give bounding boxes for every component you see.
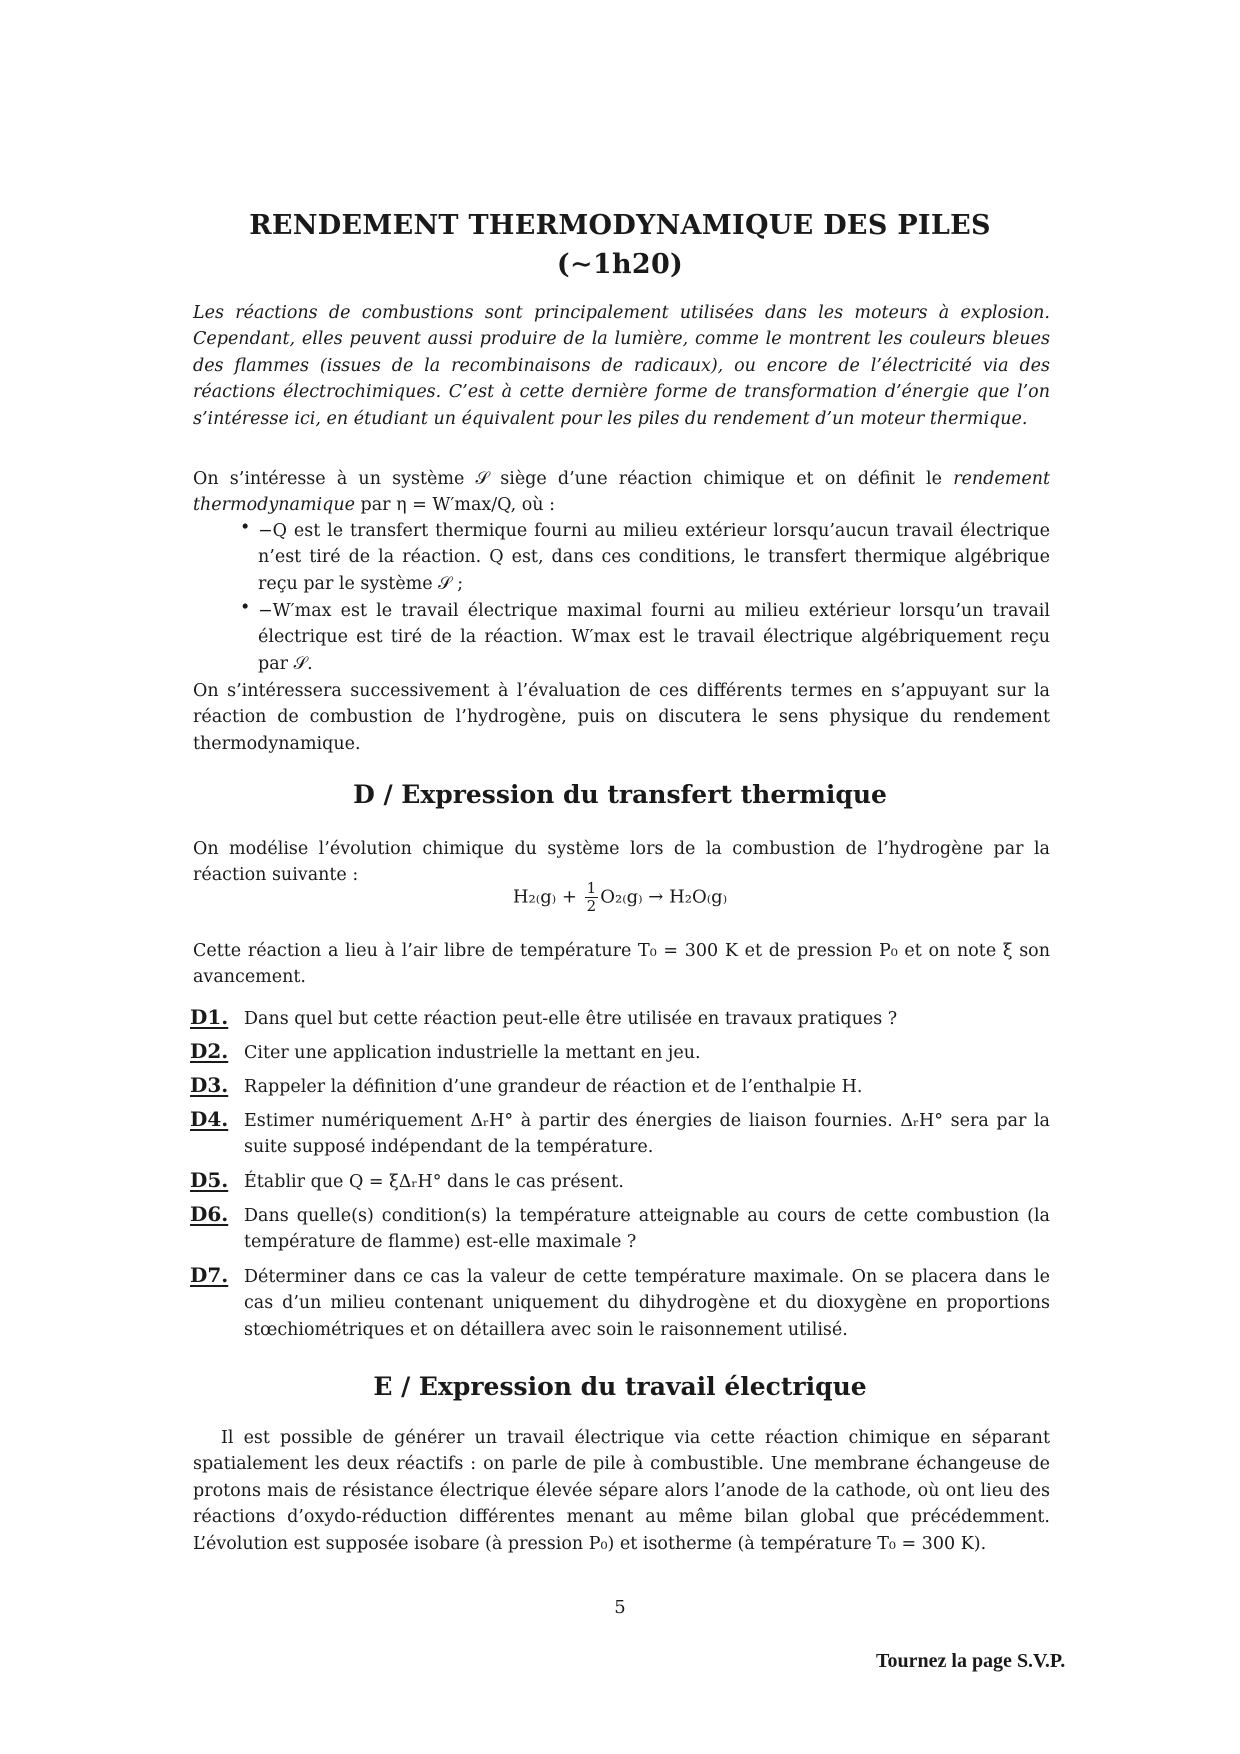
intro-closing-paragraph: On s’intéressera successivement à l’évaluation de ces différents termes en s’appuyant sur la réaction de combustion de l’hydrogène, puis on discutera le sens physique du rendement thermodynamique.: [193, 681, 1050, 754]
question-label-d2: D2.: [190, 1039, 229, 1063]
definition-before: On s’intéresse à un système 𝒮 siège d’une réaction chimique et on définit le: [193, 469, 954, 489]
question-text-d2: Citer une application industrielle la mettant en jeu.: [244, 1043, 701, 1063]
page-subtitle-duration: (∼1h20): [556, 249, 684, 280]
fraction-denominator: 2: [586, 897, 597, 915]
question-text-d4: Estimer numériquement ΔᵣH° à partir des énergies de liaison fournies. ΔᵣH° sera par la suite supposé indépendant de la température.: [244, 1111, 1050, 1158]
fraction-numerator: 1: [586, 879, 597, 897]
definition-paragraph: [193, 466, 1050, 519]
definition-after: par η = W′max/Q, où :: [354, 495, 556, 516]
question-text-d6: Dans quelle(s) condition(s) la température atteignable au cours de cette combustion (la température de flamme) est-elle maximale ?: [244, 1206, 1050, 1253]
bullet-dot: •: [240, 518, 251, 538]
question-label-d4: D4.: [190, 1107, 229, 1131]
question-text-d3: Rappeler la définition d’une grandeur de réaction et de l’enthalpie H.: [244, 1077, 863, 1097]
section-d-heading: D / Expression du transfert thermique: [353, 780, 887, 809]
section-e-heading: E / Expression du travail électrique: [373, 1372, 867, 1401]
reaction-equation: [0, 880, 1240, 915]
question-label-d3: D3.: [190, 1073, 229, 1097]
question-text-d5: Établir que Q = ξΔᵣH° dans le cas présent.: [244, 1172, 624, 1192]
bullet-item: −W′max est le travail électrique maximal fourni au milieu extérieur lorsqu’un travail électrique est tiré de la réaction. W′max est le travail électrique algébriquement reçu par 𝒮.: [258, 601, 1050, 674]
page-title: RENDEMENT THERMODYNAMIQUE DES PILES: [249, 210, 991, 241]
question-label-d1: D1.: [190, 1005, 229, 1029]
section-d-conditions: Cette réaction a lieu à l’air libre de température T₀ = 300 K et de pression P₀ et on note ξ son avancement.: [193, 941, 1050, 988]
equation-right: O₂₍g₎ → H₂O₍g₎: [600, 886, 728, 908]
section-e-paragraph: Il est possible de générer un travail électrique via cette réaction chimique en séparant spatialement les deux réactifs : on parle de pile à combustible. Une membrane échangeuse de protons mais de résistance électrique élevée sépare alors l’anode de la cathode, où ont lieu des réactions d’oxydo-réduction différentes menant au même bilan global que précédemment. L’évolution est supposée isobare (à pression P₀) et isotherme (à température T₀ = 300 K).: [193, 1428, 1050, 1554]
question-text-d1: Dans quel but cette réaction peut-elle être utilisée en travaux pratiques ?: [244, 1009, 898, 1029]
definition-italic-term: rendement thermodynamique: [193, 469, 1050, 516]
question-text-d7: Déterminer dans ce cas la valeur de cette température maximale. On se placera dans le cas d’un milieu contenant uniquement du dihydrogène et du dioxygène en proportions stœchiométriques et on détaillera avec soin le raisonnement utilisé.: [244, 1267, 1050, 1340]
page-number: 5: [614, 1597, 626, 1618]
section-d-intro: On modélise l’évolution chimique du système lors de la combustion de l’hydrogène par la réaction suivante :: [193, 839, 1050, 886]
intro-italic-paragraph: Les réactions de combustions sont principalement utilisées dans les moteurs à explosion. Cependant, elles peuvent aussi produire de la lumière, comme le montrent les couleurs bleues des flammes (issues de la recombinaisons de radicaux), ou encore de l’électricité via des réactions électrochimiques. C’est à cette dernière forme de transformation d’énergie que l’on s’intéresse ici, en étudiant un équivalent pour les piles du rendement d’un moteur thermique.: [193, 303, 1050, 429]
equation-fraction: [585, 880, 599, 915]
question-label-d5: D5.: [190, 1168, 229, 1192]
question-label-d6: D6.: [190, 1202, 229, 1226]
equation-left: H₂₍g₎ +: [512, 886, 583, 908]
bullet-item: −Q est le transfert thermique fourni au milieu extérieur lorsqu’aucun travail électrique n’est tiré de la réaction. Q est, dans ces conditions, le transfert thermique algébrique reçu par le système 𝒮 ;: [258, 521, 1050, 594]
question-label-d7: D7.: [190, 1263, 229, 1287]
bullet-dot: •: [240, 598, 251, 618]
turn-page-footer: Tournez la page S.V.P.: [876, 1650, 1066, 1672]
